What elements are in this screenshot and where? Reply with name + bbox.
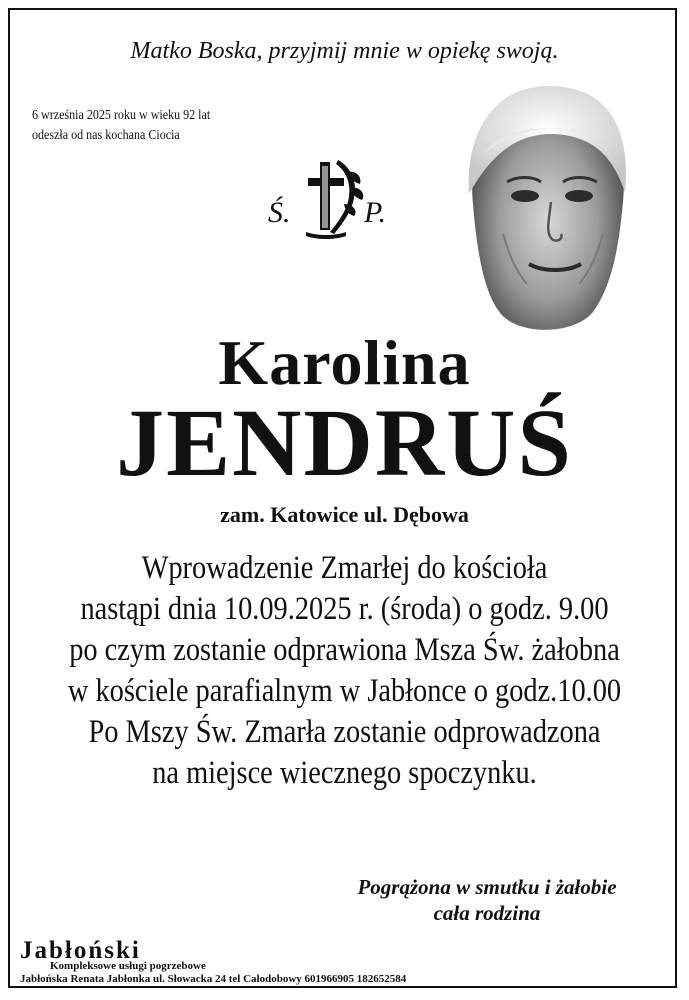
cross-icon: [298, 152, 368, 242]
intro-line-1: 6 września 2025 roku w wieku 92 lat: [32, 108, 211, 123]
deceased-first-name: Karolina: [218, 327, 471, 398]
announcement-line: Wprowadzenie Zmarłej do kościoła: [141, 550, 548, 586]
intro-line-2: odeszła od nas kochana Ciocia: [32, 128, 180, 143]
announcement-line: po czym zostanie odprawiona Msza Św. żałobna: [69, 632, 620, 668]
intro-text: [32, 106, 210, 146]
funeral-home-contact: Jabłońska Renata Jabłonka ul. Słowacka 24 tel Całodobowy 601966905 182652584: [20, 973, 407, 985]
funeral-home-logo: Jabłoński: [20, 937, 141, 964]
deceased-last-name: JENDRUŚ: [116, 389, 573, 496]
sp-letter-s: Ś.: [268, 196, 291, 229]
prayer-text: Matko Boska, przyjmij mnie w opiekę swoją.: [130, 38, 559, 64]
mourners-line-1: Pogrążona w smutku i żałobie: [357, 875, 617, 899]
announcement-line: Po Mszy Św. Zmarła zostanie odprowadzona: [88, 714, 601, 750]
deceased-portrait: [463, 84, 629, 336]
funeral-home-subtitle: Kompleksowe usługi pogrzebowe: [50, 960, 206, 972]
mourners-signature: [322, 874, 652, 926]
announcement-line: nastąpi dnia 10.09.2025 r. (środa) o godz. 9.00: [80, 591, 609, 627]
funeral-announcement: [20, 548, 669, 794]
deceased-address: zam. Katowice ul. Dębowa: [220, 502, 469, 527]
sp-letter-p: P.: [364, 196, 386, 229]
announcement-line: na miejsce wiecznego spoczynku.: [152, 755, 537, 791]
cross-emblem: [268, 152, 400, 242]
announcement-line: w kościele parafialnym w Jabłonce o godz.10.00: [67, 673, 622, 709]
funeral-home-footer: [20, 937, 480, 985]
mourners-line-2: cała rodzina: [433, 901, 541, 925]
